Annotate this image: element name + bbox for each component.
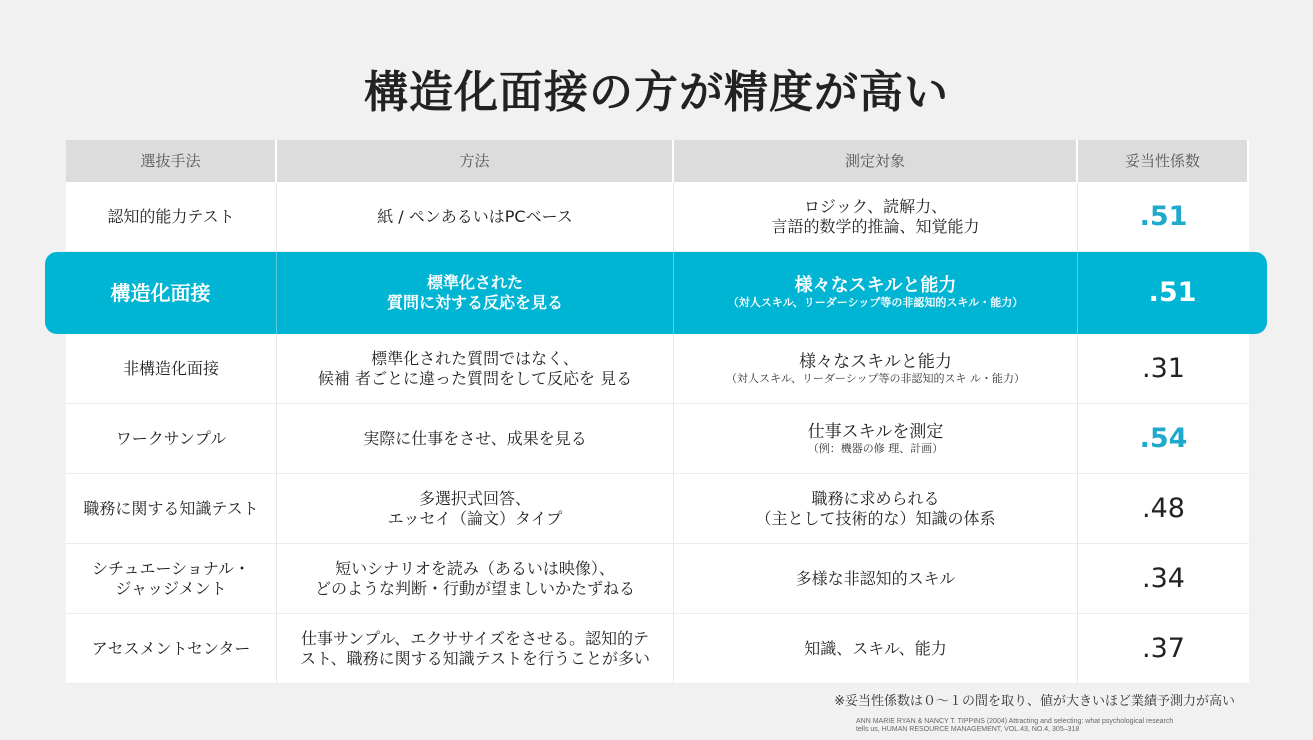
target-cell (674, 252, 1078, 334)
method-label: シチュエーショナル・ (91, 558, 251, 578)
table-row (66, 404, 1249, 474)
table-row (66, 474, 1249, 544)
validity-cell (1078, 544, 1249, 613)
method-cell (66, 614, 277, 683)
target-cell (674, 334, 1078, 403)
target-line: （主として技術的な）知識の体系 (755, 508, 996, 528)
target-cell (674, 614, 1078, 683)
method-label: 非構造化面接 (122, 358, 219, 378)
validity-cell (1078, 404, 1249, 473)
target-line: 職務に求められる (811, 488, 940, 508)
method-label: 職務に関する知識テスト (83, 498, 259, 518)
approach-cell (277, 404, 674, 473)
validity-score: .37 (1142, 632, 1185, 664)
validity-score: .34 (1142, 562, 1185, 594)
header-method: 選抜手法 (66, 140, 277, 182)
approach-cell (277, 252, 674, 334)
method-cell (66, 334, 277, 403)
approach-cell (277, 182, 674, 251)
header-validity: 妥当性係数 (1078, 140, 1249, 182)
approach-line: 標準化された (426, 273, 523, 292)
page-title: 構造化面接の方が精度が高い (364, 67, 949, 118)
validity-score: .54 (1139, 422, 1188, 454)
target-line: 仕事スキルを測定 (807, 421, 944, 442)
validity-cell (1078, 182, 1249, 251)
validity-score: .48 (1142, 492, 1185, 524)
validity-cell (1078, 614, 1249, 683)
target-line: 知識、スキル、能力 (804, 638, 947, 658)
method-cell (66, 474, 277, 543)
approach-cell (277, 614, 674, 683)
comparison-table (66, 140, 1249, 684)
approach-line: 標準化された質問ではなく、 (371, 348, 579, 368)
approach-line: どのような判断・行動が望ましいかたずねる (314, 578, 635, 598)
footnote: ※妥当性係数は０〜１の間を取り、値が大きいほど業績予測力が高い (834, 694, 1235, 709)
target-line: 様々なスキルと能力 (799, 351, 952, 372)
validity-score: .31 (1142, 352, 1185, 384)
method-cell (66, 182, 277, 251)
approach-line: 短いシナリオを読み（あるいは映像）、 (335, 558, 615, 578)
table-body (66, 182, 1249, 684)
method-label: 認知的能力テスト (107, 206, 235, 226)
target-line: 様々なスキルと能力 (794, 275, 957, 296)
approach-line: スト、職務に関する知識テストを行うことが多い (300, 648, 650, 668)
approach-line: 紙 / ペンあるいはPCベース (377, 206, 573, 226)
method-cell (66, 544, 277, 613)
method-cell (45, 252, 277, 334)
approach-line: 実際に仕事をさせ、成果を見る (363, 428, 587, 448)
table-row (66, 544, 1249, 614)
target-note: （対人スキル、リーダーシップ等の非認知的スキル・能力） (727, 296, 1024, 309)
approach-cell (277, 544, 674, 613)
validity-cell (1078, 334, 1249, 403)
validity-score: .51 (1139, 200, 1188, 232)
target-cell (674, 474, 1078, 543)
validity-cell (1078, 474, 1249, 543)
target-line: 言語的数学的推論、知覚能力 (771, 216, 980, 236)
target-cell (674, 182, 1078, 251)
approach-line: 候補 者ごとに違った質問をして反応を 見る (317, 368, 633, 388)
header-approach: 方法 (277, 140, 674, 182)
target-cell (674, 404, 1078, 473)
method-label: ワークサンプル (115, 428, 227, 448)
table-header-row (66, 140, 1249, 182)
table-row (66, 182, 1249, 252)
approach-line: 多選択式回答、 (418, 488, 531, 508)
target-line: ロジック、読解力、 (803, 196, 948, 216)
table-row (66, 334, 1249, 404)
citation: ANN MARIE RYAN & NANCY T. TIPPINS (2004) Attracting and selecting: what psychological research tells us, HUMAN RESOURCE MANAGEMENT, VOL.43, NO.4, 305–318 (856, 718, 1174, 733)
method-label: アセスメントセンター (91, 638, 251, 658)
target-note: （対人スキル、リーダーシップ等の非認知的スキ ル・能力） (725, 371, 1026, 385)
approach-line: 質問に対する反応を見る (386, 293, 563, 312)
table-row (66, 614, 1249, 684)
table-row-highlighted (45, 252, 1267, 334)
target-note: （例：機器の修 理、計画） (807, 441, 944, 455)
approach-cell (277, 474, 674, 543)
target-line: 多様な非認知的スキル (795, 568, 956, 588)
method-label: ジャッジメント (115, 578, 227, 598)
target-cell (674, 544, 1078, 613)
method-cell (66, 404, 277, 473)
validity-score: .51 (1148, 277, 1197, 308)
approach-line: エッセイ（論文）タイプ (387, 508, 563, 528)
method-label: 構造化面接 (110, 281, 211, 305)
validity-cell (1078, 252, 1267, 334)
approach-cell (277, 334, 674, 403)
header-target: 測定対象 (674, 140, 1078, 182)
approach-line: 仕事サンプル、エクササイズをさせる。認知的テ (300, 628, 649, 648)
